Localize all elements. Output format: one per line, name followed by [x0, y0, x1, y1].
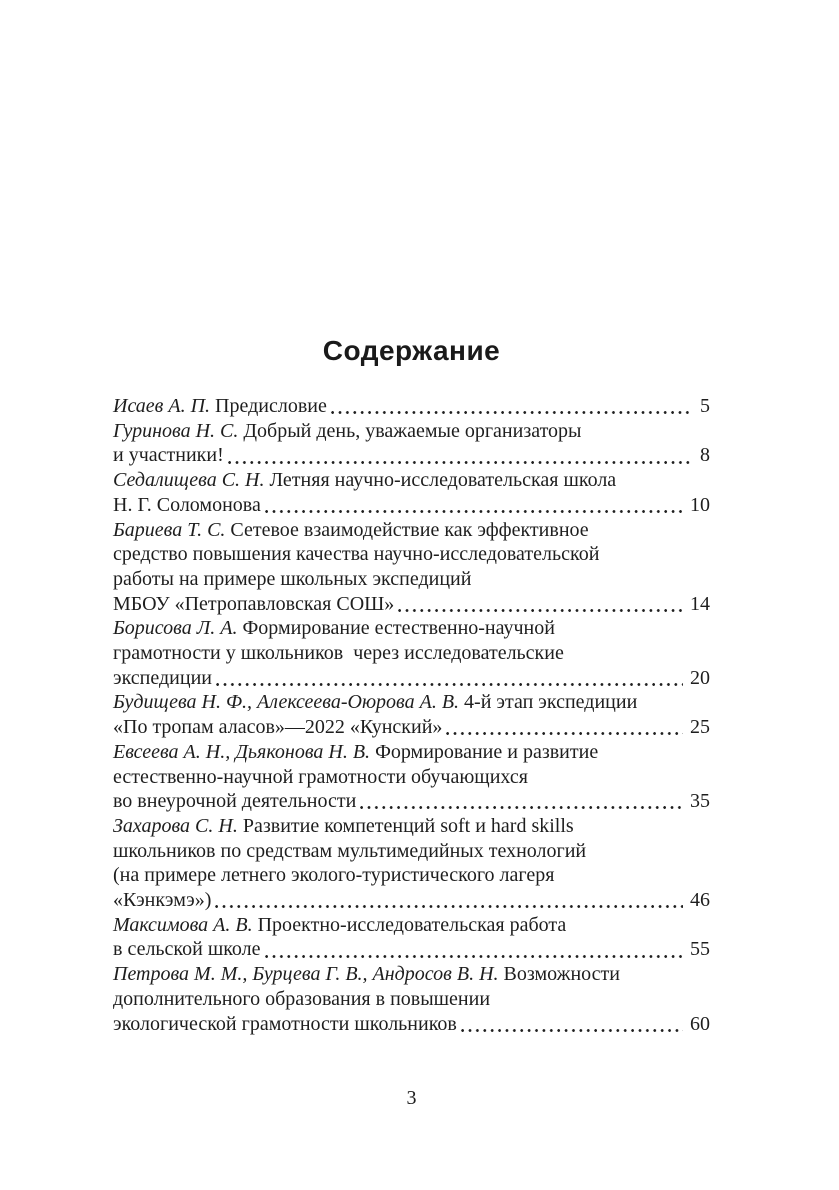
toc-line [113, 542, 710, 567]
toc-page-number: 60 [690, 1012, 710, 1035]
toc-authors: Максимова А. В. [113, 913, 258, 936]
toc-authors: Петрова М. М., Бурцева Г. В., Андросов В. Н. [113, 963, 504, 986]
toc-authors: Гуринова Н. С. [113, 419, 244, 442]
toc-line [113, 962, 710, 987]
toc-line [113, 740, 710, 765]
toc-title-text: и участники! [113, 444, 224, 467]
toc-title-text: в сельской школе [113, 938, 261, 961]
toc-title-text: Проектно-исследовательская работа [257, 913, 567, 936]
toc-line [113, 1012, 710, 1037]
toc-page-number: 55 [690, 938, 710, 961]
toc-title-text: Добрый день, уважаемые организаторы [243, 419, 582, 442]
toc-title-text: экологической грамотности школьников [113, 1012, 457, 1035]
dotted-leader [360, 806, 683, 809]
toc-title-text: школьников по средствам мультимедийных технологий [113, 839, 587, 862]
dotted-leader [228, 461, 693, 464]
toc-entry [113, 468, 710, 517]
toc-entry [113, 740, 710, 814]
toc-line [113, 839, 710, 864]
toc-title-text: естественно-научной грамотности обучающихся [113, 765, 528, 788]
toc-page-number: 46 [690, 889, 710, 912]
toc-authors: Исаев А. П. [113, 395, 216, 417]
toc-line [113, 765, 710, 790]
toc-line [113, 641, 710, 666]
toc-line [113, 394, 710, 419]
toc-line [113, 616, 710, 641]
toc-entry [113, 962, 710, 1036]
toc-entry [113, 616, 710, 690]
toc-line [113, 419, 710, 444]
toc-line [113, 468, 710, 493]
toc-title-text: Летняя научно-исследовательская школа [269, 469, 617, 492]
toc-title-text: Предисловие [215, 395, 327, 417]
toc-line [113, 715, 710, 740]
toc-title-text: Формирование и развитие [375, 740, 599, 763]
toc-line [113, 937, 710, 962]
dotted-leader [398, 609, 683, 612]
toc-authors: Евсеева А. Н., Дьяконова Н. В. [113, 740, 376, 763]
toc-page-number: 14 [690, 592, 710, 615]
toc-authors: Борисова Л. А. [113, 617, 243, 640]
toc-title-text: (на примере летнего эколого-туристического лагеря [113, 864, 555, 887]
toc-page-number: 35 [690, 790, 710, 813]
toc-title-text: работы на примере школьных экспедиций [113, 567, 472, 590]
toc-line [113, 863, 710, 888]
toc-authors: Будищева Н. Ф., Алексеева-Оюрова А. В. [113, 691, 465, 714]
toc-line [113, 518, 710, 543]
toc-title-text: «По тропам аласов»—2022 «Кунский» [113, 716, 443, 739]
toc-title-text: Формирование естественно-научной [242, 617, 555, 640]
dotted-leader [265, 510, 683, 513]
toc-page-number: 25 [690, 716, 710, 739]
toc-line [113, 888, 710, 913]
dotted-leader [331, 411, 693, 414]
page-title: Содержание [322, 335, 501, 366]
toc-line [113, 592, 710, 617]
toc-line [113, 814, 710, 839]
toc-line [113, 443, 710, 468]
toc-entry [113, 518, 710, 617]
toc-title-text: «Кэнкэмэ») [113, 889, 212, 912]
toc-title-text: средство повышения качества научно-исследовательской [113, 543, 600, 566]
toc-line [113, 666, 710, 691]
toc-title-text: Н. Г. Соломонова [113, 493, 261, 516]
toc-authors: Бариева Т. С. [113, 518, 231, 541]
dotted-leader [265, 955, 683, 958]
toc-line [113, 987, 710, 1012]
toc-page-number: 5 [700, 395, 710, 417]
toc-line [113, 690, 710, 715]
toc-line [113, 913, 710, 938]
toc-page-number: 10 [690, 493, 710, 516]
toc-authors: Захарова С. Н. [113, 814, 243, 837]
dotted-leader [446, 732, 683, 735]
dotted-leader [216, 683, 683, 686]
toc-page-number: 8 [700, 444, 710, 467]
toc-title-text: грамотности у школьников через исследовательские [113, 642, 564, 665]
toc-entry [113, 419, 710, 468]
toc-title-text: МБОУ «Петропавловская СОШ» [113, 592, 395, 615]
footer-page-number: 3 [406, 1087, 417, 1109]
toc-title-text: во внеурочной деятельности [113, 790, 357, 813]
toc-line [113, 493, 710, 518]
toc-entry [113, 690, 710, 739]
toc-entry [113, 913, 710, 962]
toc-title-text: дополнительного образования в повышении [113, 987, 491, 1010]
toc-authors: Седалищева С. Н. [113, 469, 270, 492]
dotted-leader [461, 1029, 683, 1032]
toc-line [113, 789, 710, 814]
dotted-leader [215, 905, 683, 908]
toc-page-number: 20 [690, 666, 710, 689]
table-of-contents [113, 394, 710, 1036]
toc-entry [113, 814, 710, 913]
toc-title-text: экспедиции [113, 666, 212, 689]
toc-line [113, 567, 710, 592]
toc-title-text: Возможности [503, 963, 620, 986]
toc-title-text: Развитие компетенций soft и hard skills [242, 814, 574, 837]
toc-entry [113, 394, 710, 419]
toc-title-text: Сетевое взаимодействие как эффективное [230, 518, 589, 541]
toc-title-text: 4-й этап экспедиции [464, 691, 638, 714]
